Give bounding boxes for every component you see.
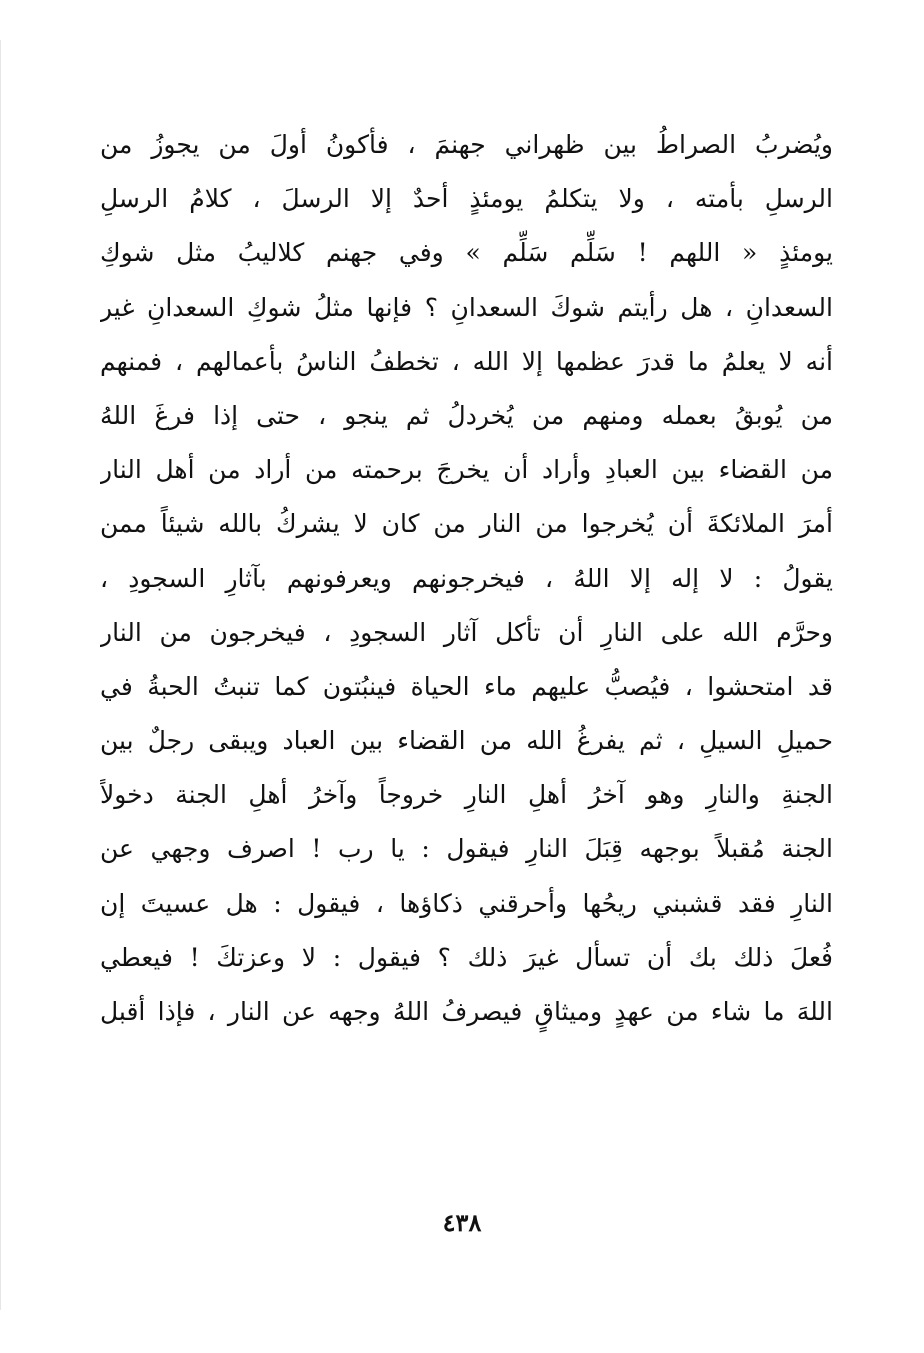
text-line: ويُضربُ الصراطُ بين ظهراني جهنمَ ، فأكونُ أولَ من يجوزُ من	[100, 130, 833, 159]
text-line: الجنة مُقبلاً بوجهه قِبَلَ النارِ فيقول : يا رب ! اصرف وجهي عن	[100, 834, 833, 864]
scan-edge-mark	[0, 40, 1, 1310]
text-line: الجنةِ والنارِ وهو آخرُ أهلِ النارِ خروجاً وآخرُ أهلِ الجنة دخولاً	[100, 780, 833, 810]
text-line: فُعلَ ذلك بك أن تسأل غيرَ ذلك ؟ فيقول : لا وعزتكَ ! فيعطي	[100, 942, 833, 972]
text-line: الرسلِ بأمته ، ولا يتكلمُ يومئذٍ أحدٌ إلا الرسلَ ، كلامُ الرسلِ	[100, 184, 833, 214]
text-line: قد امتحشوا ، فيُصبُّ عليهم ماء الحياة فينبُتون كما تنبتُ الحبةُ في	[100, 671, 833, 701]
text-line: اللهَ ما شاء من عهدٍ وميثاقٍ فيصرفُ اللهُ وجهه عن النار ، فإذا أقبل	[100, 997, 833, 1026]
text-line: حميلِ السيلِ ، ثم يفرغُ الله من القضاء بين العباد ويبقى رجلٌ بين	[100, 726, 833, 756]
text-line: السعدانِ ، هل رأيتم شوكَ السعدانِ ؟ فإنها مثلُ شوكِ السعدانِ غير	[100, 292, 833, 322]
text-line: من يُوبقُ بعمله ومنهم من يُخردلُ ثم ينجو ، حتى إذا فرغَ اللهُ	[100, 400, 833, 430]
text-line: وحرَّم الله على النارِ أن تأكل آثار السجودِ ، فيخرجون من النار	[100, 617, 833, 647]
arabic-text-block	[100, 118, 833, 1039]
text-line: النارِ فقد قشبني ريحُها وأحرقني ذكاؤها ، فيقول : هل عسيتَ إن	[100, 888, 833, 918]
page-number: ٤٣٨	[442, 1208, 482, 1237]
text-line: أنه لا يعلمُ ما قدرَ عظمها إلا الله ، تخطفُ الناسُ بأعمالهم ، فمنهم	[100, 346, 833, 376]
text-line: أمرَ الملائكةَ أن يُخرجوا من النار من كان لا يشركُ بالله شيئاً ممن	[100, 509, 833, 539]
text-line: يقولُ : لا إله إلا اللهُ ، فيخرجونهم ويعرفونهم بآثارِ السجودِ ،	[100, 563, 833, 593]
text-line: يومئذٍ « اللهم ! سَلِّم سَلِّم » وفي جهنم كلاليبُ مثل شوكِ	[100, 238, 833, 268]
text-line: من القضاء بين العبادِ وأراد أن يخرجَ برحمته من أراد من أهل النار	[100, 455, 833, 485]
